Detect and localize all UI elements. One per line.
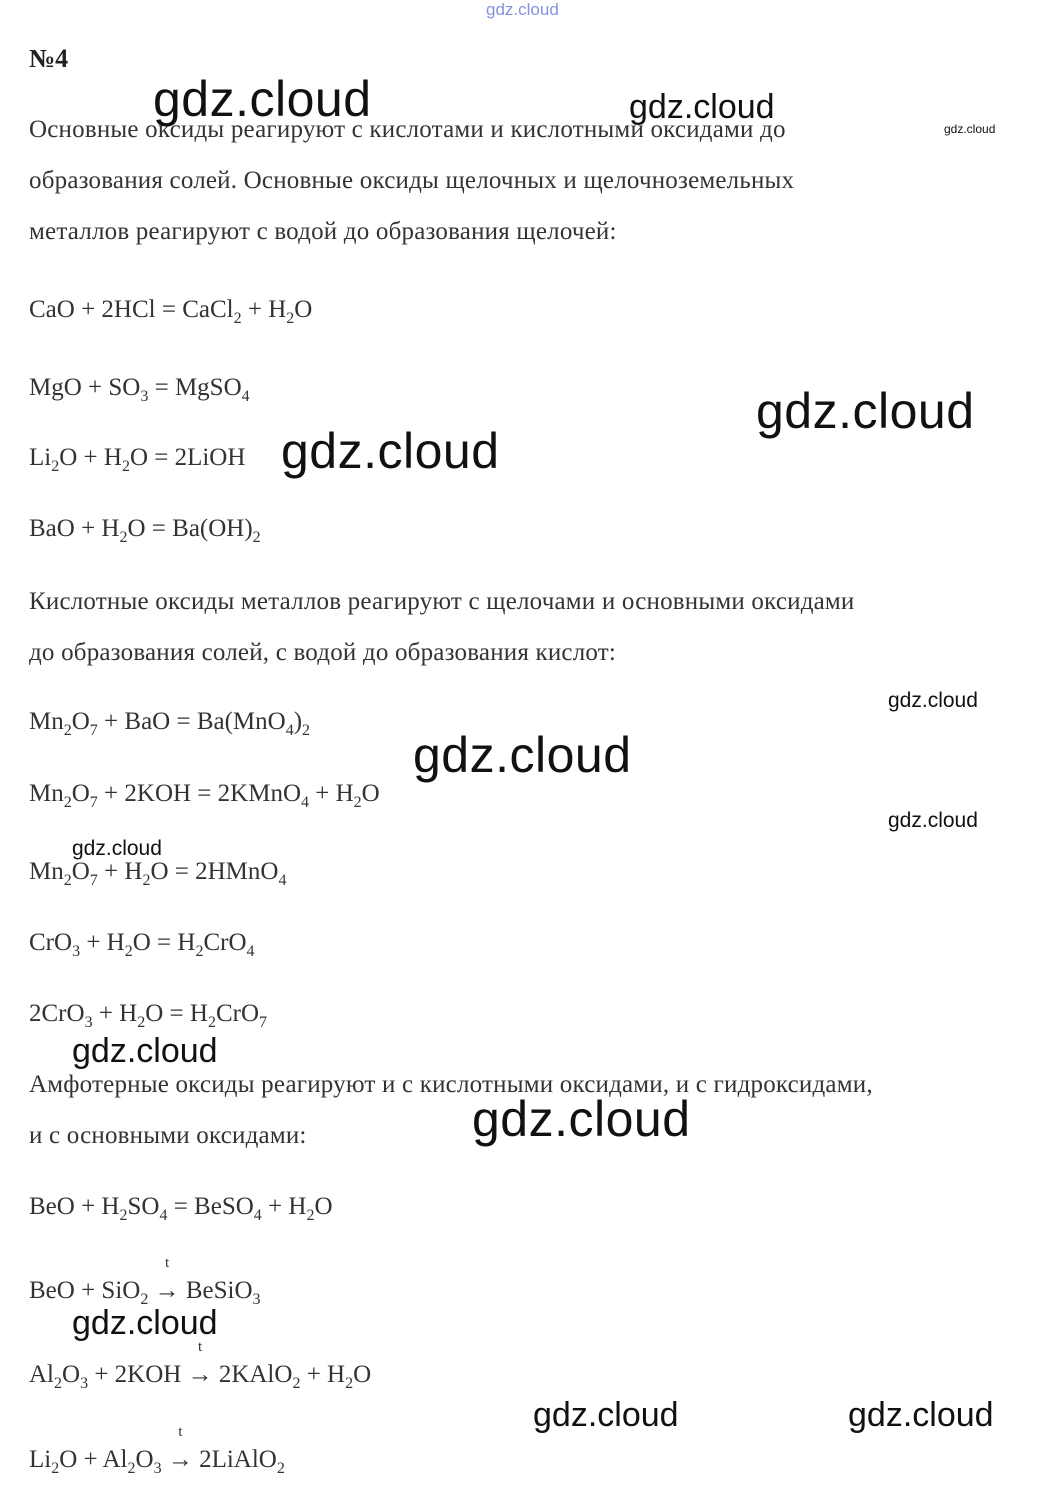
reaction-arrow: t → — [167, 1424, 193, 1473]
watermark: gdz.cloud — [888, 809, 978, 832]
task-number: №4 — [29, 44, 69, 73]
equation-9: $2CrO_3 + H_2O = H_2CrO_7$ — [29, 1000, 267, 1031]
header-watermark: gdz.cloud — [486, 0, 559, 19]
reaction-arrow: t → — [154, 1255, 180, 1304]
reaction-arrow: t → — [187, 1339, 213, 1388]
watermark: gdz.cloud — [281, 423, 500, 479]
paragraph-2-line-1: Кислотные оксиды металлов реагируют с щелочами и основными оксидами — [29, 588, 855, 615]
arrow-condition: t — [197, 1339, 203, 1355]
watermark: gdz.cloud — [533, 1396, 679, 1434]
equation-11: BeO + SiO$_2$ t → BeSiO$_3$ — [29, 1255, 261, 1308]
equation-13: $Li_2O + Al_2O_3$ t → 2LiAlO$_2$ — [29, 1424, 285, 1477]
equation-2: MgO + $SO_3$ = MgSO$_4$ — [29, 374, 250, 405]
equation-5: $Mn_2O_7$ + BaO = $Ba(MnO_4)_2$ — [29, 708, 311, 739]
watermark: gdz.cloud — [848, 1396, 994, 1434]
watermark: gdz.cloud — [629, 88, 775, 126]
watermark: gdz.cloud — [472, 1091, 691, 1147]
paragraph-1-line-1: Основные оксиды реагируют с кислотами и кислотными оксидами до — [29, 116, 786, 143]
equation-4: BaO + $H_2O = Ba(OH)_2$ — [29, 515, 261, 546]
paragraph-1-line-3: металлов реагируют с водой до образования щелочей: — [29, 218, 617, 245]
paragraph-1-line-2: образования солей. Основные оксиды щелочных и щелочноземельных — [29, 167, 795, 194]
watermark: gdz.cloud — [944, 122, 996, 136]
equation-1: CaO + 2HCl = CaCl$_2$ + $H_2O$ — [29, 296, 313, 327]
equation-8: $CrO_3 + H_2O = H_2CrO_4$ — [29, 929, 255, 960]
watermark: gdz.cloud — [756, 383, 975, 439]
equation-12: $Al_2O_3 + 2KOH$ t → 2KAlO$_2$ + $H_2O$ — [29, 1339, 372, 1392]
watermark: gdz.cloud — [153, 71, 372, 127]
paragraph-2-line-2: до образования солей, с водой до образования кислот: — [29, 639, 617, 666]
watermark: gdz.cloud — [888, 689, 978, 712]
equation-3: $Li_2O + H_2O$ = 2LiOH — [29, 444, 246, 475]
paragraph-3-line-1: Амфотерные оксиды реагируют и с кислотными оксидами, и с гидроксидами, — [29, 1071, 873, 1098]
equation-10: BeO + $H_2SO_4$ = BeSO$_4$ + $H_2O$ — [29, 1193, 333, 1224]
paragraph-3-line-2: и с основными оксидами: — [29, 1122, 307, 1149]
watermark: gdz.cloud — [413, 727, 632, 783]
arrow-condition: t — [178, 1424, 183, 1440]
watermark: gdz.cloud — [72, 837, 162, 860]
equation-7: $Mn_2O_7 + H_2O$ = 2HMnO$_4$ — [29, 858, 287, 889]
watermark: gdz.cloud — [72, 1304, 218, 1342]
watermark: gdz.cloud — [72, 1032, 218, 1070]
arrow-condition: t — [164, 1255, 170, 1271]
equation-6: $Mn_2O_7 + 2KOH$ = 2KMnO$_4$ + $H_2O$ — [29, 780, 380, 811]
